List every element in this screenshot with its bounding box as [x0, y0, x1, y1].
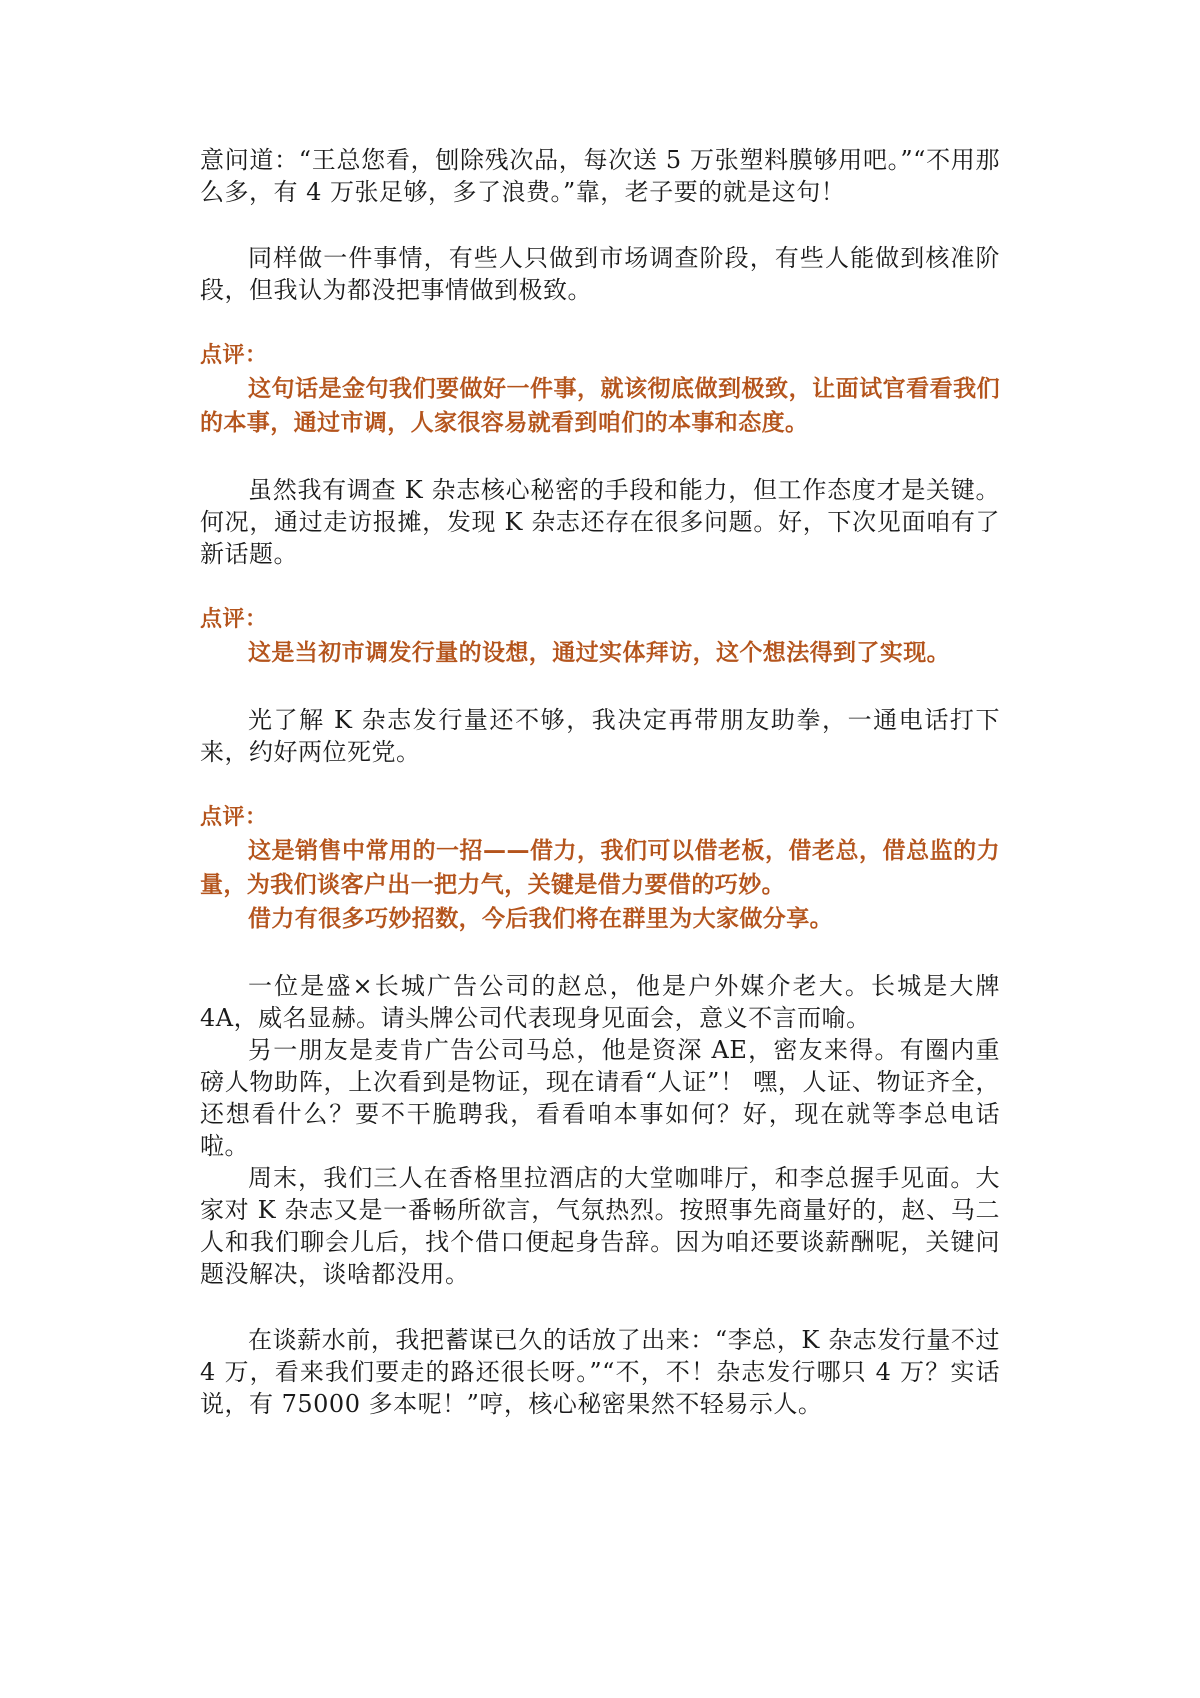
- paragraph-8: 在谈薪水前，我把蓄谋已久的话放了出来：“李总，K 杂志发行量不过 4 万，看来我们要走的路还很长呀。”“不，不！杂志发行哪只 4 万？实话说，有 75000 多本呢！”哼，核心秘密果然不轻易示人。: [200, 1326, 1000, 1418]
- comment-label-1: 点评：: [200, 343, 268, 368]
- comment-label-3: 点评：: [200, 805, 268, 830]
- paragraph-1: 意问道：“王总您看，刨除残次品，每次送 5 万张塑料膜够用吧。”“不用那么多，有 4 万张足够，多了浪费。”靠，老子要的就是这句！: [200, 146, 1000, 206]
- comment-text-1: 这句话是金句我们要做好一件事，就该彻底做到极致，让面试官看看我们的本事，通过市调，人家很容易就看到咱们的本事和态度。: [200, 376, 1000, 436]
- paragraph-2: 同样做一件事情，有些人只做到市场调查阶段，有些人能做到核准阶段，但我认为都没把事情做到极致。: [200, 244, 1000, 304]
- comment-text-2: 这是当初市调发行量的设想，通过实体拜访，这个想法得到了实现。: [248, 640, 950, 666]
- paragraph-6: 另一朋友是麦肯广告公司马总，他是资深 AE，密友来得。有圈内重磅人物助阵，上次看到是物证，现在请看“人证”！ 嘿，人证、物证齐全，还想看什么？要不干脆聘我，看看咱本事如何？好，现在就等李总电话啦。: [200, 1036, 1000, 1160]
- paragraph-5: 一位是盛×长城广告公司的赵总，他是户外媒介老大。长城是大牌 4A，威名显赫。请头牌公司代表现身见面会，意义不言而喻。: [200, 972, 1000, 1032]
- comment-label-2: 点评：: [200, 607, 268, 632]
- document-body: [200, 144, 1000, 1420]
- comment-text-4: 借力有很多巧妙招数，今后我们将在群里为大家做分享。: [248, 906, 833, 932]
- comment-text-3: 这是销售中常用的一招——借力，我们可以借老板，借老总，借总监的力量，为我们谈客户出一把力气，关键是借力要借的巧妙。: [200, 838, 1000, 898]
- paragraph-4: 光了解 K 杂志发行量还不够，我决定再带朋友助拳，一通电话打下来，约好两位死党。: [200, 706, 1000, 766]
- paragraph-7: 周末，我们三人在香格里拉酒店的大堂咖啡厅，和李总握手见面。大家对 K 杂志又是一番畅所欲言，气氛热烈。按照事先商量好的，赵、马二人和我们聊会儿后，找个借口便起身告辞。因为咱还要谈薪酬呢，关键问题没解决，谈啥都没用。: [200, 1164, 1000, 1288]
- paragraph-3: 虽然我有调查 K 杂志核心秘密的手段和能力，但工作态度才是关键。何况，通过走访报摊，发现 K 杂志还存在很多问题。好，下次见面咱有了新话题。: [200, 476, 1000, 568]
